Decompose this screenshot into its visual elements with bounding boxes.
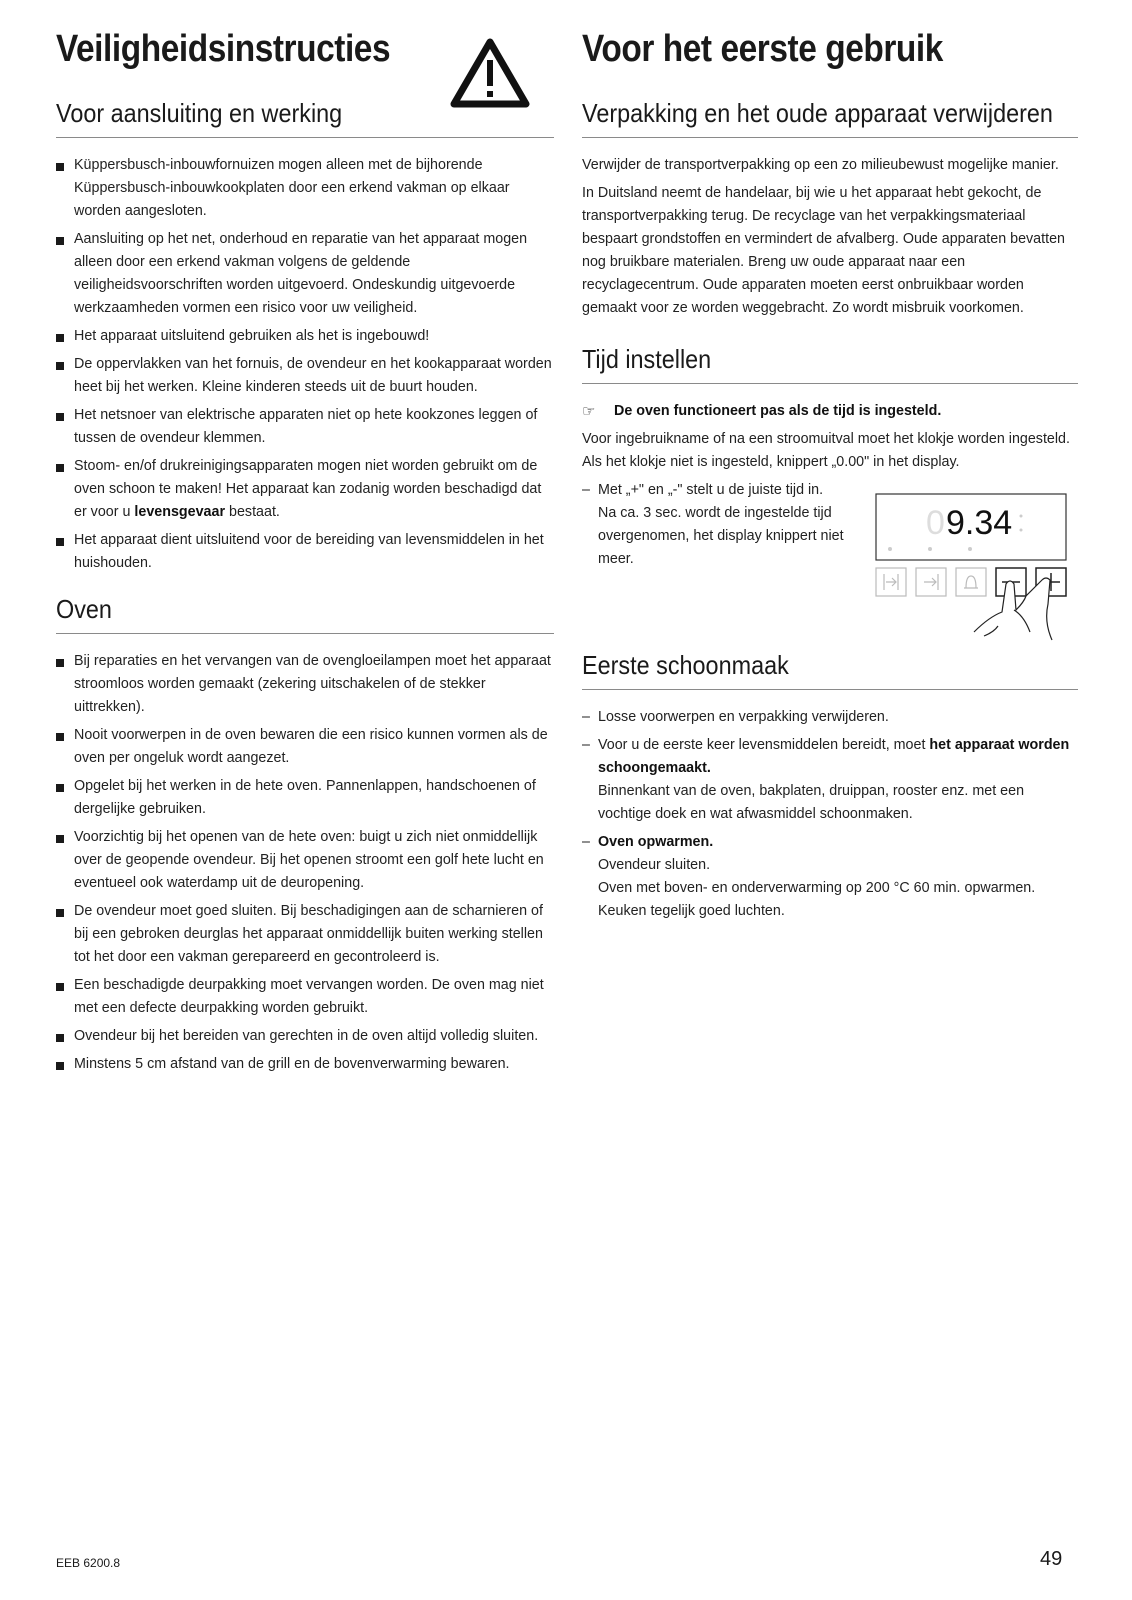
list-item: De oppervlakken van het fornuis, de ovendeur en het kookapparaat worden heet bij het werken. Kleine kinderen steeds uit de buurt houden. <box>56 353 554 399</box>
section-heading: Voor aansluiting en werking <box>56 98 343 128</box>
section-connection <box>56 98 554 580</box>
list-item: – Oven opwarmen. Ovendeur sluiten. Oven met boven- en onderverwarming op 200 °C 60 min. opwarmen. Keuken tegelijk goed luchten. <box>582 834 1036 919</box>
list-item: Bij reparaties en het vervangen van de ovengloeilampen moet het apparaat stroomloos worden gemaakt (zekering uitschakelen of de stekker uittrekken). <box>56 650 554 719</box>
list-item: Voorzichtig bij het openen van de hete oven: buigt u zich niet onmiddellijk over de geopende ovendeur. Bij het openen stroomt een golf hete lucht en eventueel ook waterdamp uit de deuropening. <box>56 826 554 895</box>
page-title-right: Voor het eerste gebruik <box>582 28 943 70</box>
list-item: De ovendeur moet goed sluiten. Bij beschadigingen aan de scharnieren of bij een gebroken deurglas het apparaat onmiddellijk buiten werking stellen tot het door een vakman gerepareerd en gecontroleerd is. <box>56 900 554 969</box>
section-heading: Verpakking en het oude apparaat verwijderen <box>582 98 1053 128</box>
dash-list <box>582 479 844 571</box>
paragraph: In Duitsland neemt de handelaar, bij wie u het apparaat hebt gekocht, de transportverpakking terug. De recyclage van het verpakkingsmateriaal bespaart grondstoffen en vermindert de afvalberg. Oude apparaten bevatten nog bruikbare materialen. Breng uw oude apparaat naar een recyclagecentrum. Oude apparaten moeten eerst onbruikbaar worden gemaakt voor ze worden weggebracht. Zo wordt misbruik voorkomen. <box>582 185 1065 316</box>
list-item: – Met „+" en „-" stelt u de juiste tijd in. Na ca. 3 sec. wordt de ingestelde tijd overgenomen, het display knippert niet meer. <box>582 482 844 567</box>
note: ☞ De oven functioneert pas als de tijd is ingesteld. <box>582 400 1078 423</box>
list-item: Het apparaat uitsluitend gebruiken als het is ingebouwd! <box>56 325 554 348</box>
list-item: Stoom- en/of drukreinigingsapparaten mogen niet worden gebruikt om de oven schoon te maken! Het apparaat kan zodanig worden beschadigd dat er voor u levensgevaar bestaat. <box>56 455 554 524</box>
page-number: 49 <box>1040 1548 1063 1570</box>
list-item: Het apparaat dient uitsluitend voor de bereiding van levensmiddelen in het huishouden. <box>56 529 554 575</box>
page-title-left: Veiligheidsinstructies <box>56 28 391 70</box>
clock-display-illustration <box>874 492 1074 642</box>
bullet-list <box>56 154 554 575</box>
list-item: Minstens 5 cm afstand van de grill en de bovenverwarming bewaren. <box>56 1053 554 1076</box>
section-heading: Eerste schoonmaak <box>582 650 789 680</box>
bullet-list <box>56 650 554 1076</box>
pointing-hand-icon: ☞ <box>582 403 596 420</box>
list-item: – Voor u de eerste keer levensmiddelen bereidt, moet het apparaat worden schoongemaakt. Binnenkant van de oven, bakplaten, druippan, rooster enz. met een vochtige doek en wat afwasmiddel schoonmaken. <box>582 737 1070 822</box>
section-first-cleaning <box>582 650 1078 928</box>
list-item: Ovendeur bij het bereiden van gerechten in de oven altijd volledig sluiten. <box>56 1025 554 1048</box>
list-item: Het netsnoer van elektrische apparaten niet op hete kookzones leggen of tussen de ovendeur klemmen. <box>56 404 554 450</box>
list-item: Een beschadigde deurpakking moet vervangen worden. De oven mag niet met een defecte deurpakking worden gebruikt. <box>56 974 554 1020</box>
paragraph: Voor ingebruikname of na een stroomuitval moet het klokje worden ingesteld. Als het klokje niet is ingesteld, knippert „0.00" in het display. <box>582 431 1070 470</box>
list-item: Opgelet bij het werken in de hete oven. Pannenlappen, handschoenen of dergelijke gebruiken. <box>56 775 554 821</box>
display-time: 9.34 <box>946 504 1013 542</box>
list-item: Aansluiting op het net, onderhoud en reparatie van het apparaat mogen alleen door een erkend vakman volgens de geldende veiligheidsvoorschriften worden uitgevoerd. Ondeskundig uitgevoerde werkzaamheden vormen een risico voor uw veiligheid. <box>56 228 554 320</box>
paragraph: Verwijder de transportverpakking op een zo milieubewust mogelijke manier. <box>582 157 1059 173</box>
model-number: EEB 6200.8 <box>56 1556 121 1570</box>
list-item: – Losse voorwerpen en verpakking verwijderen. <box>582 709 889 725</box>
timer-button-icons <box>876 568 986 596</box>
section-heading: Tijd instellen <box>582 344 712 374</box>
section-oven <box>56 594 554 1081</box>
list-item: Nooit voorwerpen in de oven bewaren die een risico kunnen vormen als de oven per ongeluk wordt aangezet. <box>56 724 554 770</box>
svg-text:0: 0 <box>926 504 945 542</box>
list-item: Küppersbusch-inbouwfornuizen mogen alleen met de bijhorende Küppersbusch-inbouwkookplaten door een erkend vakman op elkaar worden aangesloten. <box>56 154 554 223</box>
section-packaging <box>582 98 1078 325</box>
section-heading: Oven <box>56 594 112 624</box>
dash-list <box>582 706 1078 923</box>
